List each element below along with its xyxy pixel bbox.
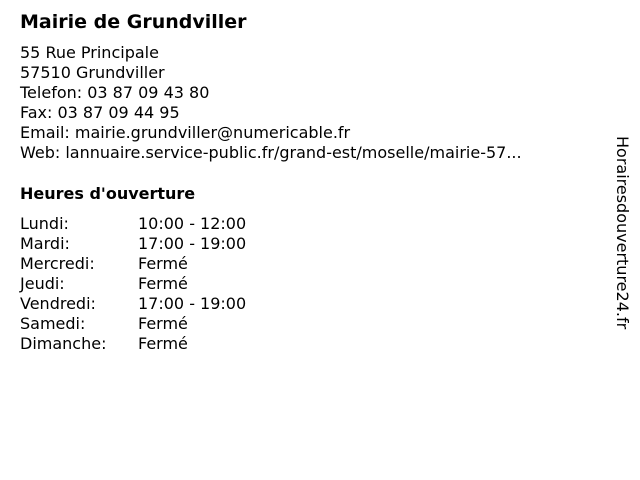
day-label: Samedi:: [20, 314, 86, 333]
time-value: 17:00 - 19:00: [138, 294, 247, 313]
time-value: Fermé: [138, 314, 188, 333]
time-value: Fermé: [138, 254, 188, 273]
email-address: Email: mairie.grundviller@numericable.fr: [20, 123, 351, 142]
day-label: Dimanche:: [20, 334, 107, 353]
website-link: Web: lannuaire.service-public.fr/grand-est/moselle/mairie-57...: [20, 143, 522, 162]
hours-row-monday: [20, 214, 280, 234]
hours-row-tuesday: [20, 234, 280, 254]
day-label: Mardi:: [20, 234, 70, 253]
hours-row-friday: [20, 294, 280, 314]
time-value: 10:00 - 12:00: [138, 214, 247, 233]
time-value: Fermé: [138, 274, 188, 293]
phone-number: Telefon: 03 87 09 43 80: [20, 83, 210, 102]
time-value: 17:00 - 19:00: [138, 234, 247, 253]
hours-row-sunday: [20, 334, 280, 354]
hours-row-thursday: [20, 274, 280, 294]
site-brand-vertical: Horairesdouverture24.fr: [613, 136, 632, 330]
day-label: Jeudi:: [20, 274, 65, 293]
hours-row-wednesday: [20, 254, 280, 274]
time-value: Fermé: [138, 334, 188, 353]
day-label: Lundi:: [20, 214, 69, 233]
fax-number: Fax: 03 87 09 44 95: [20, 103, 180, 122]
day-label: Vendredi:: [20, 294, 96, 313]
contact-block: [20, 43, 522, 163]
address-city: 57510 Grundviller: [20, 63, 165, 82]
page-title: Mairie de Grundviller: [20, 11, 247, 33]
day-label: Mercredi:: [20, 254, 95, 273]
opening-hours-table: [20, 214, 280, 354]
hours-row-saturday: [20, 314, 280, 334]
hours-heading: Heures d'ouverture: [20, 184, 196, 203]
address-street: 55 Rue Principale: [20, 43, 159, 62]
